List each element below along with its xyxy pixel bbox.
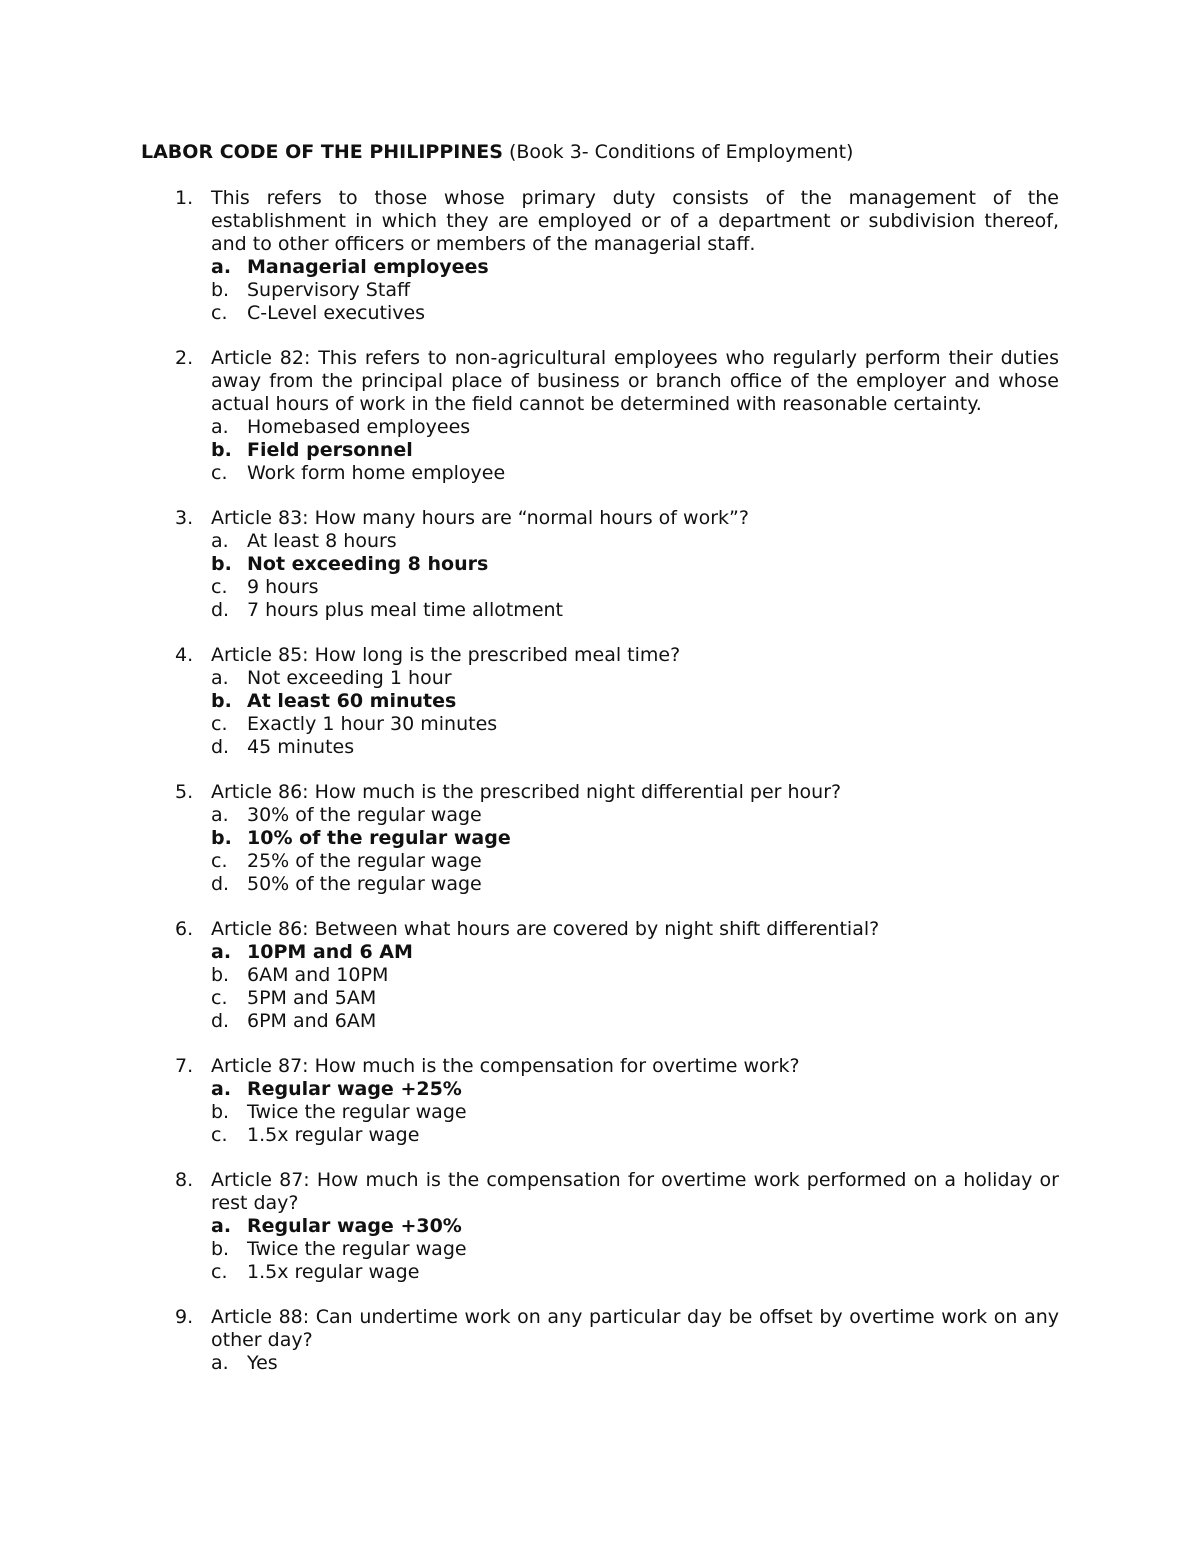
option-text: 30% of the regular wage [247,804,482,826]
question-item [141,507,1059,622]
question-text: Article 86: How much is the prescribed night differential per hour? [211,781,842,803]
option-list [211,941,1059,1033]
question-number: 8. [175,1169,194,1191]
option-letter: b. [211,439,232,461]
answer-option-correct [211,827,1059,850]
option-text: Not exceeding 8 hours [247,553,489,575]
option-text: 7 hours plus meal time allotment [247,599,563,621]
question-number: 5. [175,781,194,803]
option-list [211,1215,1059,1284]
answer-option-correct [211,941,1059,964]
option-text: Exactly 1 hour 30 minutes [247,713,498,735]
option-text: 25% of the regular wage [247,850,482,872]
option-letter: b. [211,690,232,712]
answer-option [211,964,1059,987]
option-letter: d. [211,599,230,621]
answer-option [211,1238,1059,1261]
question-text: Article 85: How long is the prescribed meal time? [211,644,681,666]
option-text: Twice the regular wage [247,1101,467,1123]
answer-option [211,1010,1059,1033]
question-text: Article 87: How much is the compensation for overtime work? [211,1055,800,1077]
option-text: 1.5x regular wage [247,1261,420,1283]
answer-option [211,850,1059,873]
answer-option-correct [211,1215,1059,1238]
answer-option [211,530,1059,553]
option-letter: a. [211,1215,232,1237]
question-text: Article 86: Between what hours are covered by night shift differential? [211,918,880,940]
answer-option-correct [211,439,1059,462]
option-text: 9 hours [247,576,319,598]
option-letter: c. [211,850,228,872]
answer-option-correct [211,1078,1059,1101]
option-letter: c. [211,576,228,598]
answer-option [211,279,1059,302]
option-letter: a. [211,667,229,689]
question-item [141,918,1059,1033]
option-letter: b. [211,964,230,986]
answer-option [211,599,1059,622]
option-text: Managerial employees [247,256,489,278]
option-letter: c. [211,1124,228,1146]
option-text: Field personnel [247,439,413,461]
answer-option-correct [211,690,1059,713]
option-list [211,804,1059,896]
option-letter: a. [211,941,232,963]
option-letter: a. [211,256,232,278]
option-list [211,416,1059,485]
option-letter: d. [211,873,230,895]
question-text: This refers to those whose primary duty consists of the management of the establishment in which they are employed or of a department or subdivision thereof, and to other officers or members of the managerial staff. [211,187,1059,255]
option-letter: a. [211,416,229,438]
question-number: 9. [175,1306,194,1328]
answer-option [211,1124,1059,1147]
question-item [141,1055,1059,1147]
answer-option [211,1261,1059,1284]
question-item [141,781,1059,896]
option-text: 45 minutes [247,736,355,758]
option-text: 50% of the regular wage [247,873,482,895]
answer-option [211,462,1059,485]
answer-option [211,1352,1059,1375]
option-letter: b. [211,553,232,575]
option-text: 1.5x regular wage [247,1124,420,1146]
option-text: Supervisory Staff [247,279,411,301]
question-text: Article 82: This refers to non-agricultural employees who regularly perform their duties away from the principal place of business or branch office of the employer and whose actual hours of work in the field cannot be determined with reasonable certainty. [211,347,1059,415]
title-main: LABOR CODE OF THE PHILIPPINES [141,141,503,163]
option-letter: c. [211,1261,228,1283]
answer-option [211,667,1059,690]
question-item [141,187,1059,325]
option-list [211,1352,1059,1375]
option-text: Yes [247,1352,278,1374]
option-list [211,530,1059,622]
option-letter: c. [211,713,228,735]
option-list [211,1078,1059,1147]
question-item [141,1306,1059,1375]
option-text: Twice the regular wage [247,1238,467,1260]
option-letter: a. [211,530,229,552]
option-letter: a. [211,1078,232,1100]
option-text: Homebased employees [247,416,471,438]
question-number: 3. [175,507,194,529]
question-item [141,347,1059,485]
answer-option [211,873,1059,896]
question-number: 4. [175,644,194,666]
question-item [141,1169,1059,1284]
question-item [141,644,1059,759]
option-letter: d. [211,1010,230,1032]
option-letter: b. [211,279,230,301]
option-text: Regular wage +25% [247,1078,462,1100]
answer-option [211,713,1059,736]
question-text: Article 87: How much is the compensation for overtime work performed on a holiday or rest day? [211,1169,1059,1214]
question-text: Article 88: Can undertime work on any particular day be offset by overtime work on any other day? [211,1306,1059,1351]
question-number: 1. [175,187,194,209]
option-text: 6AM and 10PM [247,964,389,986]
option-letter: b. [211,1101,230,1123]
option-text: At least 60 minutes [247,690,457,712]
answer-option [211,416,1059,439]
option-text: C-Level executives [247,302,426,324]
answer-option [211,1101,1059,1124]
answer-option-correct [211,553,1059,576]
option-list [211,667,1059,759]
answer-option-correct [211,256,1059,279]
answer-option [211,987,1059,1010]
option-text: 10% of the regular wage [247,827,511,849]
option-letter: c. [211,462,228,484]
option-text: Regular wage +30% [247,1215,462,1237]
option-letter: a. [211,804,229,826]
option-text: 5PM and 5AM [247,987,377,1009]
answer-option [211,736,1059,759]
option-text: 6PM and 6AM [247,1010,377,1032]
option-text: At least 8 hours [247,530,397,552]
document-page [141,141,1059,1397]
answer-option [211,576,1059,599]
option-text: Not exceeding 1 hour [247,667,452,689]
question-number: 6. [175,918,194,940]
question-number: 2. [175,347,194,369]
option-text: Work form home employee [247,462,506,484]
question-list [141,187,1059,1375]
option-letter: c. [211,987,228,1009]
option-text: 10PM and 6 AM [247,941,413,963]
document-title [141,141,1059,164]
title-subtitle: (Book 3- Conditions of Employment) [502,141,854,163]
answer-option [211,804,1059,827]
option-letter: b. [211,827,232,849]
option-letter: c. [211,302,228,324]
question-text: Article 83: How many hours are “normal hours of work”? [211,507,749,529]
option-list [211,256,1059,325]
option-letter: d. [211,736,230,758]
option-letter: a. [211,1352,229,1374]
answer-option [211,302,1059,325]
question-number: 7. [175,1055,194,1077]
option-letter: b. [211,1238,230,1260]
